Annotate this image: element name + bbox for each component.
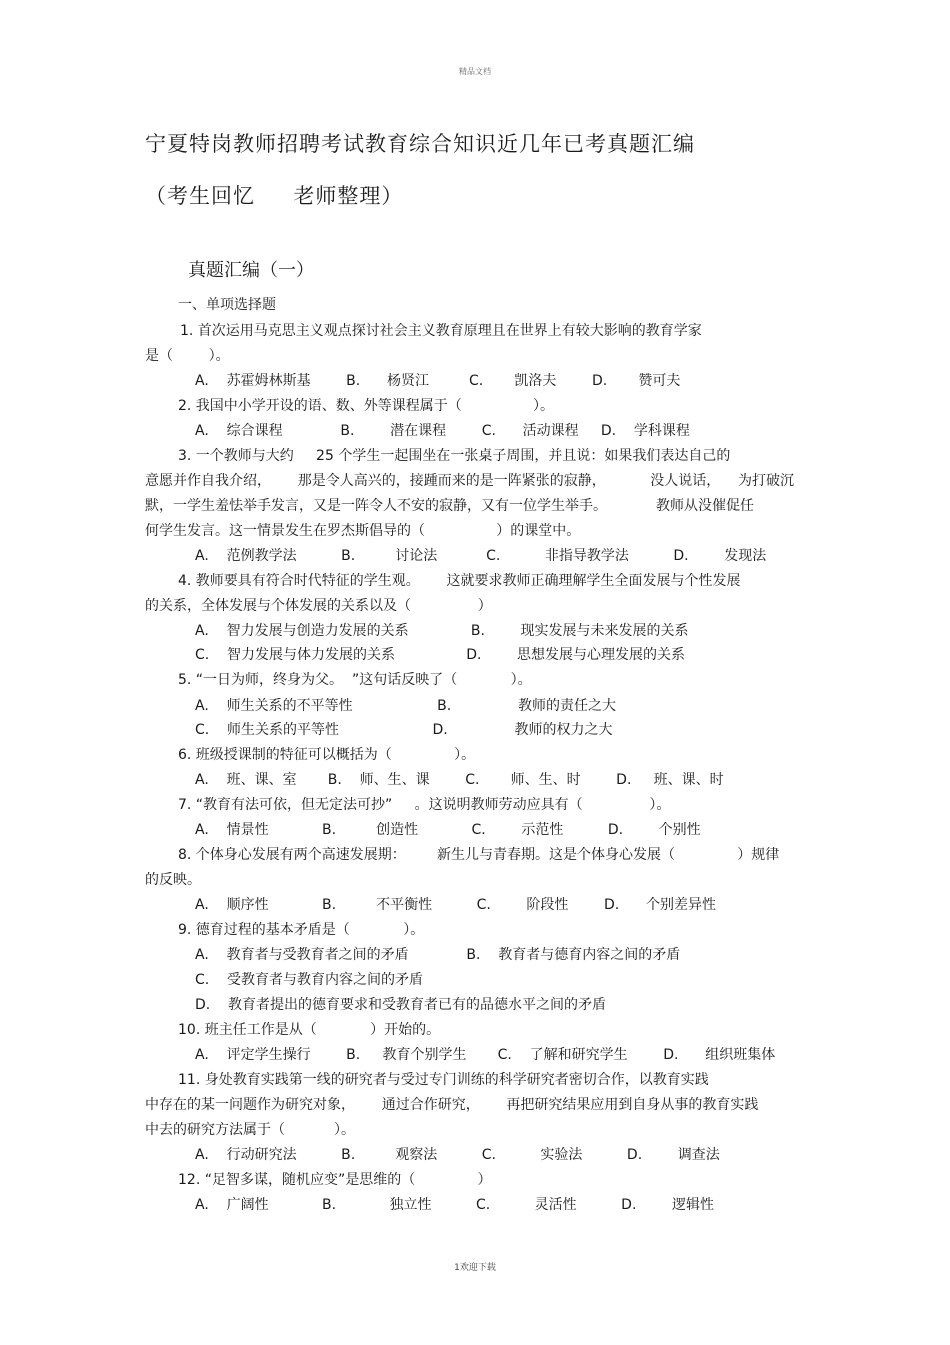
- question-5-options: A. 师生关系的不平等性 B. 教师的责任之大: [195, 698, 616, 714]
- question-4-options: C. 智力发展与体力发展的关系 D. 思想发展与心理发展的关系: [195, 647, 686, 663]
- question-3-text-cont: 意愿并作自我介绍， 那是令人高兴的，接踵而来的是一阵紧张的寂静， 没人说话， 为打破沉: [145, 473, 795, 489]
- question-1-text: 1. 首次运用马克思主义观点探讨社会主义教育原理且在世界上有较大影响的教育学家: [180, 323, 702, 339]
- question-3-text-cont: 默，一学生羞怯举手发言，又是一阵令人不安的寂静，又有一位学生举手。 教师从没催促任: [145, 498, 754, 514]
- question-5-options: C. 师生关系的平等性 D. 教师的权力之大: [195, 722, 613, 738]
- question-5-text: 5. “一日为师，终身为父。 ”这句话反映了（ ）。: [178, 672, 532, 688]
- question-7-text: 7. “教育有法可依，但无定法可抄” 。这说明教师劳动应具有（ ）。: [178, 797, 671, 813]
- question-3-text: 3. 一个教师与大约 25 个学生一起围坐在一张桌子周围，并且说：如果我们表达自己的: [178, 448, 731, 464]
- question-3-text-cont: 何学生发言。这一情景发生在罗杰斯倡导的（ ）的课堂中。: [145, 523, 581, 539]
- question-11-options: A. 行动研究法 B. 观察法 C. 实验法 D. 调查法: [195, 1147, 720, 1163]
- question-8-options: A. 顺序性 B. 不平衡性 C. 阶段性 D. 个别差异性: [195, 897, 716, 913]
- question-8-text-cont: 的反映。: [145, 872, 201, 888]
- question-11-text-cont: 中存在的某一问题作为研究对象， 通过合作研究， 再把研究结果应用到自身从事的教育实践: [145, 1097, 759, 1113]
- question-4-options: A. 智力发展与创造力发展的关系 B. 现实发展与未来发展的关系: [195, 623, 689, 639]
- question-12-options: A. 广阔性 B. 独立性 C. 灵活性 D. 逻辑性: [195, 1197, 715, 1213]
- part-title: 一、单项选择题: [178, 297, 276, 313]
- question-7-options: A. 情景性 B. 创造性 C. 示范性 D. 个别性: [195, 822, 701, 838]
- question-4-text: 4. 教师要具有符合时代特征的学生观。 这就要求教师正确理解学生全面发展与个性发展: [178, 573, 741, 589]
- question-8-text: 8. 个体身心发展有两个高速发展期： 新生儿与青春期。这是个体身心发展（ ）规律: [178, 847, 780, 863]
- question-4-text-cont: 的关系，全体发展与个体发展的关系以及（ ）: [145, 598, 492, 614]
- question-9-text: 9. 德育过程的基本矛盾是（ ）。: [178, 922, 425, 938]
- page-footer: 1欢迎下载: [454, 1263, 496, 1273]
- question-11-text: 11. 身处教育实践第一线的研究者与受过专门训练的科学研究者密切合作，以教育实践: [178, 1072, 709, 1088]
- question-10-text: 10. 班主任工作是从（ ）开始的。: [178, 1022, 441, 1038]
- question-1-text-cont: 是（ ）。: [145, 348, 230, 364]
- question-1-options: A. 苏霍姆林斯基 B. 杨贤江 C. 凯洛夫 D. 赞可夫: [195, 373, 681, 389]
- section-title: 真题汇编（一）: [188, 260, 314, 281]
- page-header: 精品文档: [459, 67, 491, 76]
- question-11-text-cont: 中去的研究方法属于（ ）。: [145, 1122, 355, 1138]
- question-12-text: 12. “足智多谋，随机应变”是思维的（ ）: [178, 1172, 492, 1188]
- question-9-options: C. 受教育者与教育内容之间的矛盾: [195, 972, 424, 988]
- question-2-options: A. 综合课程 B. 潜在课程 C. 活动课程 D. 学科课程: [195, 423, 690, 439]
- question-9-options: A. 教育者与受教育者之间的矛盾 B. 教育者与德育内容之间的矛盾: [195, 947, 681, 963]
- question-3-options: A. 范例教学法 B. 讨论法 C. 非指导教学法 D. 发现法: [195, 548, 767, 564]
- question-6-options: A. 班、课、室 B. 师、生、课 C. 师、生、时 D. 班、课、时: [195, 772, 724, 788]
- question-2-text: 2. 我国中小学开设的语、数、外等课程属于（ ）。: [178, 398, 555, 414]
- question-6-text: 6. 班级授课制的特征可以概括为（ ）。: [178, 747, 476, 763]
- question-9-options: D. 教育者提出的德育要求和受教育者已有的品德水平之间的矛盾: [195, 997, 607, 1013]
- document-subtitle: （考生回忆 老师整理）: [145, 184, 404, 208]
- document-title: 宁夏特岗教师招聘考试教育综合知识近几年已考真题汇编: [145, 132, 695, 156]
- question-10-options: A. 评定学生操行 B. 教育个别学生 C. 了解和研究学生 D. 组织班集体: [195, 1047, 776, 1063]
